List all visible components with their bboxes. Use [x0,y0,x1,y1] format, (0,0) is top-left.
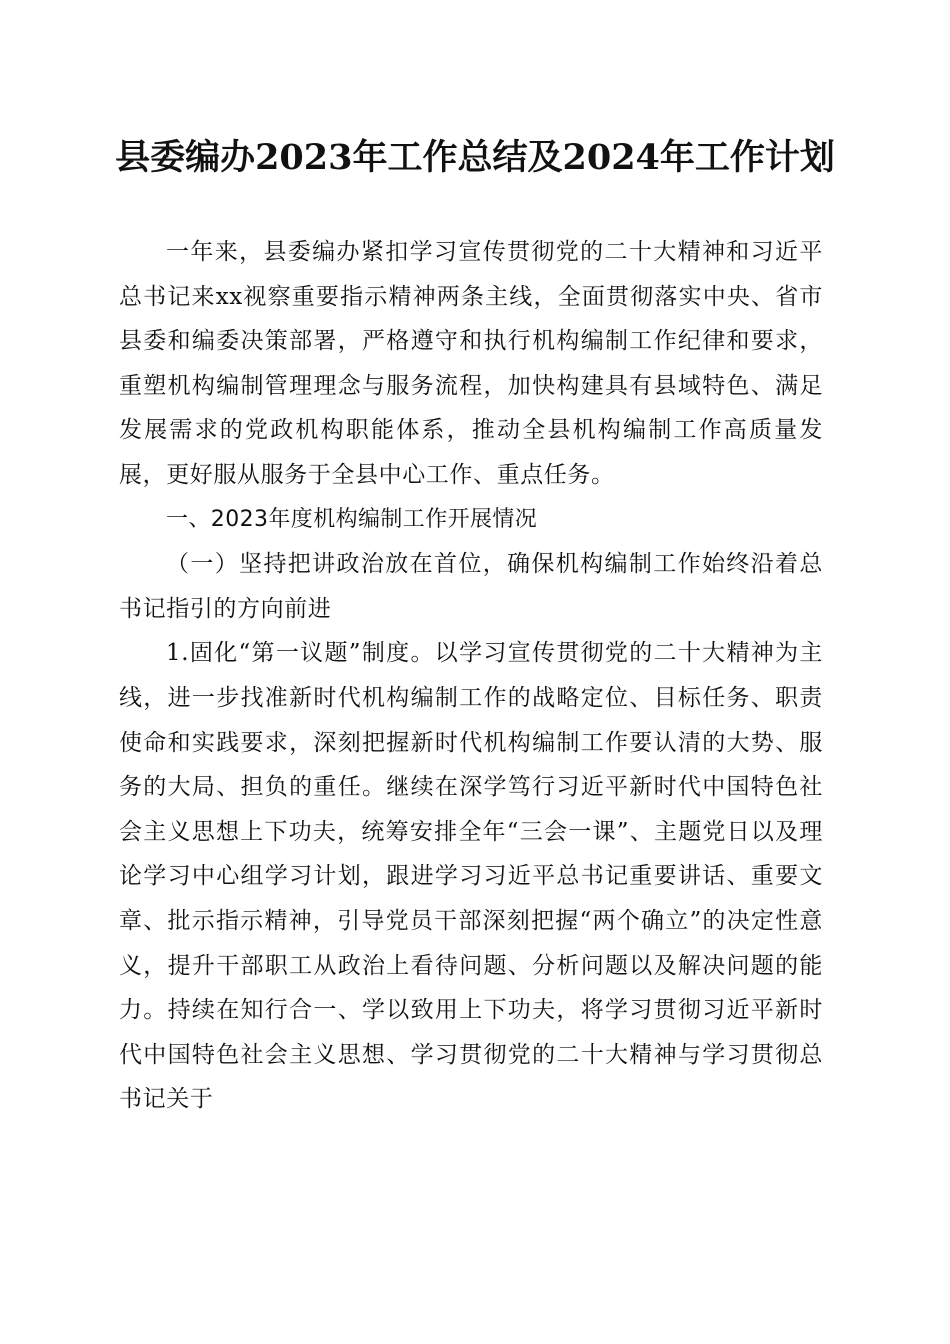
item-paragraph: 1.固化“第一议题”制度。以学习宣传贯彻党的二十大精神为主线，进一步找准新时代机构编制工作的战略定位、目标任务、职责使命和实践要求，深刻把握新时代机构编制工作要认清的大势、服务的大局、担负的重任。继续在深学笃行习近平新时代中国特色社会主义思想上下功夫，统筹安排全年“三会一课”、主题党日以及理论学习中心组学习计划，跟进学习习近平总书记重要讲话、重要文章、批示指示精神，引导党员干部深刻把握“两个确立”的决定性意义，提升干部职工从政治上看待问题、分析问题以及解决问题的能力。持续在知行合一、学以致用上下功夫，将学习贯彻习近平新时代中国特色社会主义思想、学习贯彻党的二十大精神与学习贯彻总书记关于 [119,640,823,1113]
section-heading: 一、2023年度机构编制工作开展情况 [166,506,538,532]
document-body [119,230,823,1122]
document-title: 县委编办2023年工作总结及2024年工作计划 [115,137,835,178]
subsection-heading: （一）坚持把讲政治放在首位，确保机构编制工作始终沿着总书记指引的方向前进 [119,551,823,622]
intro-paragraph: 一年来，县委编办紧扣学习宣传贯彻党的二十大精神和习近平总书记来xx视察重要指示精神两条主线，全面贯彻落实中央、省市县委和编委决策部署，严格遵守和执行机构编制工作纪律和要求，重塑机构编制管理理念与服务流程，加快构建具有县域特色、满足发展需求的党政机构职能体系，推动全县机构编制工作高质量发展，更好服从服务于全县中心工作、重点任务。 [119,239,823,488]
